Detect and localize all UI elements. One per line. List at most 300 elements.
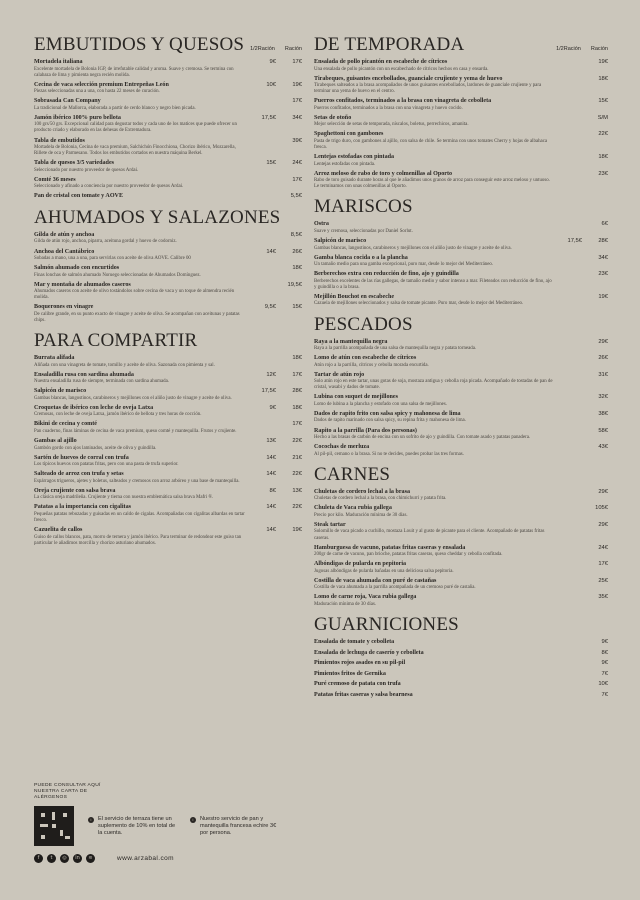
- menu-item: [314, 428, 608, 442]
- menu-item-description: Raya a la parrilla acompañada de una salsa de mantequilla negra y patata torneada.: [314, 346, 477, 351]
- menu-item: [34, 304, 302, 324]
- section-title: AHUMADOS Y SALAZONES: [34, 206, 281, 228]
- half-portion-price: 9€: [269, 59, 276, 65]
- menu-item-name: Bikini de cecina y comté: [34, 421, 97, 428]
- full-portion-price: 7€: [601, 670, 608, 677]
- menu-item-row: [34, 232, 302, 240]
- menu-item-description: Un tamaño medio para una gamba excepcional, puro mar, desde lo mejor del Mediterráneo.: [314, 262, 494, 268]
- menu-item-name: Costilla de vaca ahumada con puré de castañas: [314, 577, 437, 584]
- menu-item-row: [34, 405, 302, 413]
- menu-item: [314, 522, 608, 542]
- half-portion-price: 14€: [266, 527, 276, 534]
- menu-item-description: Gambas blancas, langostinos, carabineros y mejillones con el aliño justo de vinagre y aceite de oliva.: [314, 245, 512, 251]
- section-title: DE TEMPORADA: [314, 34, 465, 55]
- menu-item-name: Mar y montaña de ahumados caseros: [34, 281, 131, 288]
- menu-item-description: Puerros confitados, terminados a la brasa con una vinagreta y huevo cocido.: [314, 105, 463, 111]
- section-pescados: [314, 314, 608, 458]
- menu-item-name: Tabla de quesos 3/5 variedades: [34, 160, 115, 167]
- full-portion-price: 18€: [292, 265, 302, 272]
- menu-item-name: Lomo de carne roja, Vaca rubia gallega: [314, 594, 417, 601]
- terrace-note: [88, 816, 180, 837]
- menu-item-name: Mejillón Bouchot en escabeche: [314, 293, 395, 300]
- full-portion-price: 34€: [598, 254, 608, 261]
- menu-item-row: [314, 444, 608, 452]
- menu-item-name: Cazuelita de callos: [34, 527, 83, 534]
- menu-item: [34, 527, 302, 547]
- full-portion-price: 34€: [292, 114, 302, 121]
- menu-item-name: Puerros confitados, terminados a la brasa con vinagreta de cebolleta: [314, 98, 492, 105]
- menu-item: [34, 115, 302, 135]
- half-portion-price: 12€: [266, 371, 276, 378]
- menu-item-name: Jamón ibérico 100% puro bellota: [34, 114, 121, 121]
- menu-item-name: Ensalada de tomate y cebolleta: [314, 639, 395, 645]
- menu-item-description: Lentejas estofadas con pintada.: [314, 161, 376, 167]
- left-column: [34, 34, 302, 553]
- menu-item-row: [314, 271, 608, 279]
- menu-item-name: Ostra: [314, 221, 329, 228]
- menu-item-row: [314, 372, 608, 380]
- menu-item: [34, 471, 302, 485]
- bread-note: [190, 816, 282, 837]
- menu-item-row: [34, 160, 302, 168]
- menu-item-row: [314, 154, 608, 162]
- menu-item: [314, 372, 608, 392]
- menu-item: [314, 339, 608, 353]
- menu-item: [314, 59, 608, 73]
- menu-item-row: [314, 561, 608, 569]
- menu-item-name: Lentejas estofadas con pintada: [314, 154, 395, 161]
- menu-item-row: [34, 504, 302, 512]
- menu-item-name: Croquetas de ibérico con leche de oveja Latxa: [34, 404, 154, 411]
- menu-item-row: [314, 650, 608, 658]
- half-portion-price: 14€: [266, 454, 276, 461]
- menu-item-description: Mortadela de Bolonia, Cecina de vaca premium, Salchichón Finocchiona, Chorizo ibérico, Mozzarella, Rillete de oca y Parmesano. Todos los embutidos cortados en nuestra máquina Berkel.: [34, 145, 236, 157]
- section-header: [314, 614, 608, 636]
- menu-item-description: Costilla de vaca ahumada a la parrilla acompañada de un cremoso puré de castaña.: [314, 585, 476, 591]
- menu-item: [34, 59, 302, 79]
- full-portion-price: 29€: [598, 488, 608, 495]
- menu-item-row: [34, 177, 302, 185]
- menu-item-name: Sobrasada Can Company: [34, 98, 101, 105]
- menu-item-name: Spaghettoni con gambones: [314, 131, 384, 138]
- menu-item-row: [34, 193, 302, 201]
- menu-item-name: Raya a la mantequilla negra: [314, 338, 388, 345]
- menu-item: [314, 355, 608, 369]
- full-portion-price: 28€: [292, 388, 302, 395]
- menu-item-name: Gamba blanca cocida o a la plancha: [314, 254, 408, 261]
- full-portion-price: 29€: [598, 338, 608, 345]
- half-portion-price: 14€: [266, 471, 276, 478]
- menu-item-description: Solo atún rojo en este tartar, unas gotas de soja, mostaza antigua y cebolla roja picada. Acompañado de tostadas de pan de cristal, wasabi y dados de tomate.: [314, 379, 553, 391]
- full-portion-price: 19€: [598, 59, 608, 65]
- half-portion-price: 9€: [269, 404, 276, 411]
- social-links: [34, 854, 302, 863]
- section-title: CARNES: [314, 463, 391, 485]
- allergen-qr-code[interactable]: [34, 806, 74, 846]
- full-portion-price: 21€: [292, 454, 302, 461]
- menu-item-description: Maduración mínima de 30 días.: [314, 601, 377, 607]
- menu-item-name: Hamburguesa de vacuno, patatas fritas caseras y ensalada: [314, 544, 466, 551]
- half-portion-price: 10€: [266, 81, 276, 88]
- menu-item-name: Lubina con suquet de mejillones: [314, 394, 398, 401]
- section-embutidos-y-quesos: [34, 34, 302, 201]
- menu-item-name: Salmón ahumado con encurtidos: [34, 265, 120, 272]
- menu-item: [314, 131, 608, 151]
- menu-item-name: Gilda de atún y anchoa: [34, 231, 95, 238]
- menu-item-name: Tabla de embutidos: [34, 137, 85, 144]
- menu-item-row: [314, 115, 608, 123]
- full-portion-price: 22€: [598, 131, 608, 138]
- menu-item-description: Cazuela de mejillones seleccionados y salsa de tomate picante. Puro mar, desde lo mejor del Mediterráneo.: [314, 301, 524, 307]
- full-portion-price: 19€: [598, 293, 608, 300]
- section-header: [314, 464, 608, 486]
- menu-item-row: [314, 255, 608, 263]
- menu-item-name: Ensaladilla rusa con sardina ahumada: [34, 371, 134, 378]
- website-link[interactable]: www.arzabal.com: [117, 855, 174, 862]
- menu-item-description: 200gr de carne de vacuno, pan brioche, patatas fritas caseras, queso cheddar y cebolla confitada.: [314, 552, 503, 558]
- menu-item-name: Puré cremoso de patata con trufa: [314, 681, 401, 687]
- menu-item: [314, 561, 608, 575]
- full-portion-price: 25€: [598, 577, 608, 584]
- menu-item-name: Comté 36 meses: [34, 176, 76, 183]
- menu-item-row: [314, 355, 608, 363]
- half-portion-label: 1/2Ración: [556, 46, 581, 52]
- menu-item-description: Sobadas a mano, una a una, para servirlas con aceite de oliva AOVE. Calibre 00: [34, 256, 191, 262]
- menu-item: [34, 405, 302, 419]
- menu-item-description: Piezas seleccionadas una a una, con hasta 22 meses de curación.: [34, 89, 160, 95]
- menu-item: [34, 160, 302, 174]
- menu-item-name: Chuletas de cordero lechal a la brasa: [314, 488, 411, 495]
- section-ahumados-y-salazones: [34, 207, 302, 324]
- menu-item-row: [34, 388, 302, 396]
- menu-item: [314, 594, 608, 608]
- menu-item-row: [34, 421, 302, 429]
- menu-item-description: Una ensalada de pollo picantón con un escabechado de cítricos hechos en casa y ensarda.: [314, 66, 489, 72]
- menu-item-description: Espárragos trigueros, ajetes y boletus, salteados y cremosos con arroz arbóreo y una base de mantequilla.: [34, 478, 240, 484]
- full-portion-price: 29€: [598, 521, 608, 528]
- menu-item-name: Sartén de huevos de corral con trufa: [34, 454, 129, 461]
- menu-item-name: Patatas a la importancia con cigalitas: [34, 504, 131, 511]
- full-portion-price: 28€: [598, 238, 608, 245]
- menu-item-description: Pasta de trigo duro, con gambones al ajillo, con salsa de chile. Se termina con unos tomates Cherry y hojas de albahaca fresca.: [314, 138, 548, 151]
- menu-item-name: Albóndigas de pularda en pepitoria: [314, 561, 407, 568]
- menu-item-row: [314, 639, 608, 647]
- menu-item-description: Seleccionado por nuestro proveedor de quesos Ardai.: [34, 167, 139, 173]
- menu-item: [34, 232, 302, 246]
- full-portion-label: Ración: [590, 46, 608, 52]
- footer: [34, 783, 302, 863]
- full-portion-price: 17€: [292, 98, 302, 105]
- menu-item: [314, 98, 608, 112]
- menu-item-name: Oreja crujiente con salsa brava: [34, 487, 116, 494]
- menu-item-row: [314, 98, 608, 106]
- menu-item-description: Tirabeques salteados a la brasa acompañados de unos guisantes encebollados, lardones de guanciale crujiente y para terminar una yema de huevo en el centro.: [314, 83, 542, 95]
- section-carnes: [314, 464, 608, 608]
- menu-item: [314, 294, 608, 308]
- menu-item-description: 100 grs/50 grs. Excepcional calidad para degustar todos y cada uno de los matices que puede ofrecer un producto criado y elaborado en las dehesas de Extremadura.: [34, 122, 237, 134]
- menu-item: [314, 171, 608, 191]
- menu-item: [314, 238, 608, 252]
- menu-item-row: [34, 438, 302, 446]
- menu-item-row: [34, 527, 302, 535]
- menu-item-row: [314, 59, 608, 67]
- full-portion-price: 17€: [598, 561, 608, 568]
- menu-item: [314, 505, 608, 519]
- menu-item: [314, 394, 608, 408]
- menu-item-description: Ahumados caseros con aceite de olivo tostándolos sobre cecina de vaca y un toque de almendra recién molida.: [34, 289, 235, 301]
- menu-item-description: Gambas blancas, langostinos, carabineros y mejillones con el aliño justo de vinagre y aceite de oliva.: [34, 395, 232, 401]
- full-portion-price: 18€: [598, 154, 608, 161]
- full-portion-price: 19€: [292, 527, 302, 534]
- menu-item-description: De calibre grande, en su punto exacto de vinagre y aceite de oliva. Se acompañan con aceitunas y patatas chips.: [34, 311, 240, 323]
- right-column: [314, 34, 608, 705]
- menu-item-row: [314, 294, 608, 302]
- menu-item-name: Cocochas de merluza: [314, 444, 370, 451]
- menu-item: [34, 82, 302, 96]
- section-mariscos: [314, 196, 608, 307]
- full-portion-price: 9€: [601, 639, 608, 645]
- menu-item-name: Setas de otoño: [314, 114, 352, 121]
- menu-item: [34, 177, 302, 191]
- menu-item-row: [314, 671, 608, 679]
- menu-item-description: Seleccionado y afinado a conciencia por nuestro proveedor de quesos Ardai.: [34, 184, 184, 190]
- menu-item-row: [314, 660, 608, 668]
- menu-item-row: [34, 372, 302, 380]
- menu-item-row: [314, 692, 608, 700]
- section-header: [34, 330, 302, 352]
- menu-item-description: Rabo de toro guisado durante horas al que le añadimos unos granos de arroz para conseguir este arroz meloso y untuoso. Le terminamos con unas colmenillas al Oporto.: [314, 178, 550, 190]
- menu-item-row: [34, 471, 302, 479]
- menu-item: [34, 372, 302, 386]
- menu-item: [314, 154, 608, 168]
- menu-item: [314, 76, 608, 96]
- full-portion-price: 8,5€: [290, 231, 302, 238]
- menu-item: [34, 98, 302, 112]
- menu-item: [34, 488, 302, 502]
- full-portion-price: S/M: [597, 114, 608, 121]
- section-de-temporada: [314, 34, 608, 190]
- menu-item: [34, 265, 302, 279]
- menu-item-row: [314, 681, 608, 689]
- section-title: PARA COMPARTIR: [34, 330, 198, 352]
- menu-item-description: Los típicos huevos con patatas fritas, pero con una pasta de trufa superior.: [34, 462, 179, 468]
- menu-item-row: [314, 522, 608, 530]
- menu-item: [34, 249, 302, 263]
- info-icon: i: [190, 817, 196, 823]
- section-header: [34, 34, 302, 56]
- half-portion-label: 1/2Ración: [250, 46, 275, 52]
- menu-item-name: Dados de rapito frito con salsa spicy y mahonesa de lima: [314, 410, 461, 417]
- section-title: EMBUTIDOS Y QUESOS: [34, 34, 245, 55]
- menu-item-description: La clásica oreja madrileña. Crujiente y tierna con nuestra emblemática salsa brava Mafri ®.: [34, 495, 214, 501]
- menu-item: [314, 221, 608, 235]
- linkedin-icon[interactable]: in: [73, 854, 82, 863]
- menu-item-description: Gilda de atún rojo, anchoa, piparra, aceituna gordal y huevo de codorniz.: [34, 239, 177, 245]
- menu-item-description: Finas lonchas de salmón ahumado Noruego seleccionadas de Ahumados Domínguez.: [34, 272, 201, 278]
- menu-item-row: [314, 339, 608, 347]
- full-portion-price: 26€: [292, 248, 302, 255]
- menu-item: [314, 681, 608, 689]
- full-portion-price: 15€: [598, 98, 608, 105]
- menu-item-description: Nuestra ensaladilla rusa de siempre, terminada con sardina ahumada.: [34, 379, 169, 385]
- section-header: [314, 196, 608, 218]
- full-portion-price: 32€: [598, 394, 608, 401]
- menu-item-row: [34, 138, 302, 146]
- menu-item: [34, 138, 302, 158]
- menu-item-description: Berberechos excelentes de las rías gallegas, de tamaño medio y sabor intenso a mar. Fileteados con reducción de fino, ajo y guindilla o a la brasa.: [314, 278, 552, 290]
- menu-item-name: Gambas al ajillo: [34, 438, 77, 445]
- full-portion-price: 18€: [292, 404, 302, 411]
- full-portion-price: 9€: [601, 660, 608, 666]
- section-title: GUARNICIONES: [314, 614, 459, 635]
- menu-item-description: La tradicional de Mallorca, elaborada a partir de cerdo blanco y negro bien picada.: [34, 105, 196, 111]
- menu-item-description: Jugosas albóndigas de pularda bañadas en una deliciosa salsa pepitoria.: [314, 568, 454, 574]
- full-portion-price: 18€: [598, 75, 608, 82]
- menu-item-description: Gambón gordo con ajos laminados, aceite de oliva y guindilla.: [34, 445, 157, 451]
- menu-item-description: Hecho a las brasas de carbón de encina con un sofrito de ajo y guindilla. Con tomate asado y patatas panadera.: [314, 435, 531, 441]
- info-icon: i: [88, 817, 94, 823]
- menu-item: [314, 444, 608, 458]
- menu-item-row: [314, 411, 608, 419]
- menu-item-name: Salteado de arroz con trufa y setas: [34, 471, 124, 478]
- menu-item-name: Burrata alifada: [34, 355, 75, 362]
- menu-item-name: Mortadela italiana: [34, 59, 83, 65]
- menu-item: [314, 650, 608, 658]
- full-portion-price: 18€: [292, 355, 302, 362]
- menu-item-name: Salpicón de marisco: [34, 388, 87, 395]
- menu-item-description: Pequeñas patatas rebozadas y guisadas en un caldo de cigalas. Acompañadas con cigalitas albardas en tartar fresco.: [34, 511, 245, 524]
- full-portion-price: 31€: [598, 371, 608, 378]
- full-portion-price: 24€: [598, 544, 608, 551]
- section-para-compartir: [34, 330, 302, 547]
- allergen-qr-label: PUEDE CONSULTAR AQUÍ NUESTRA CARTA DE ALÉRGENOS: [34, 783, 101, 800]
- menu-item: [314, 271, 608, 291]
- menu-item: [314, 411, 608, 425]
- menu-item-description: Precio por kilo. Maduración mínima de 30 días.: [314, 512, 408, 518]
- menu-item-description: Suave y cremosa, seleccionadas por Daniel Sorlut.: [314, 228, 413, 234]
- menu-item-name: Steak tartar: [314, 521, 346, 528]
- menu-item-description: Al pil-pil, cemano o la brasa. Si no te decides, puedes probar las tres formas.: [314, 451, 464, 457]
- half-portion-price: 17,5€: [261, 388, 276, 395]
- menu-item: [314, 692, 608, 700]
- menu-item-row: [34, 98, 302, 106]
- menu-item: [314, 115, 608, 129]
- menu-item-description: Solomillo de vaca picado a cuchillo, mostaza Louit y al gusto de picante para el cliente. Acompañado de patatas fritas caseras.: [314, 529, 545, 541]
- full-portion-price: 22€: [292, 504, 302, 511]
- menu-item: [34, 504, 302, 524]
- menu-item: [314, 545, 608, 559]
- menu-item-description: Mejor selección de setas de temporada, níscalos, boletus, perrechicos, amanita.: [314, 122, 469, 128]
- menu-item-row: [314, 489, 608, 497]
- menu-item: [314, 660, 608, 668]
- section-title: MARISCOS: [314, 196, 413, 218]
- facebook-icon[interactable]: f: [34, 854, 43, 863]
- half-portion-price: 13€: [266, 438, 276, 445]
- menu-item-name: Ensalada de lechuga de caserío y cebolleta: [314, 649, 424, 656]
- menu-item-name: Pan de cristal con tomate y AOVE: [34, 193, 124, 200]
- menu-item-row: [314, 76, 608, 84]
- menu-item: [314, 671, 608, 679]
- menu-item-description: Atún rojo a la parrilla, cítricos y cebolla morada encurtida.: [314, 362, 429, 368]
- menu-item-row: [314, 238, 608, 246]
- menu-item-row: [314, 545, 608, 553]
- menu-item-row: [314, 594, 608, 602]
- menu-item-row: [314, 578, 608, 586]
- full-portion-price: 22€: [292, 471, 302, 478]
- menu-item-name: Pimientos fritos de Gernika: [314, 670, 386, 677]
- half-portion-price: 17,5€: [567, 238, 582, 245]
- full-portion-price: 23€: [598, 271, 608, 278]
- menu-item-description: Dados de rapito marinado con salsa spicy, su repina frita y mahonesa de lima.: [314, 418, 466, 424]
- menu-item-name: Lomo de atún con escabeche de cítricos: [314, 355, 417, 362]
- section-header: [314, 314, 608, 336]
- menu-item-row: [34, 355, 302, 363]
- menu-item-row: [34, 249, 302, 257]
- menu-item-row: [314, 221, 608, 229]
- menu-item-description: Guiso de callos blancos, pata, morro de ternera y jamón ibérico. Para terminar de redondear este guiso tan particular le añadimos morcilla y chorizo asturiano ahumados.: [34, 534, 242, 546]
- full-portion-price: 8€: [601, 649, 608, 656]
- half-portion-price: 14€: [266, 248, 276, 255]
- menu-item-name: Patatas fritas caseras y salsa bearnesa: [314, 691, 413, 698]
- menu-item: [314, 255, 608, 269]
- full-portion-price: 5,5€: [290, 193, 302, 200]
- menu-item-name: Berberechos extra con reducción de fino, ajo y guindilla: [314, 271, 459, 278]
- full-portion-price: 19,5€: [287, 281, 302, 288]
- half-portion-price: 14€: [266, 504, 276, 511]
- menu-item-row: [314, 131, 608, 139]
- menu-item-row: [314, 171, 608, 179]
- half-portion-price: 17,5€: [261, 114, 276, 121]
- menu-item-name: Anchoa del Cantábrico: [34, 248, 95, 255]
- menu-item: [34, 438, 302, 452]
- full-portion-price: 17€: [292, 176, 302, 183]
- terrace-note-text: El servicio de terraza tiene un suplemento de 10% en total de la cuenta.: [98, 816, 176, 836]
- menu-item-name: Salpicón de marisco: [314, 238, 367, 245]
- menu-item-name: Arroz meloso de rabo de toro y colmenillas al Oporto: [314, 170, 453, 177]
- spotify-icon[interactable]: ≋: [86, 854, 95, 863]
- full-portion-price: 23€: [598, 170, 608, 177]
- menu-item: [314, 578, 608, 592]
- instagram-icon[interactable]: ◎: [60, 854, 69, 863]
- menu-item: [34, 455, 302, 469]
- section-title: PESCADOS: [314, 313, 413, 335]
- menu-item-name: Tartar de atún rojo: [314, 371, 365, 378]
- menu-item: [34, 282, 302, 302]
- full-portion-price: 58€: [598, 427, 608, 434]
- full-portion-price: 22€: [292, 438, 302, 445]
- menu-item-description: Aliñada con una vinagreta de tomate, tomillo y aceite de oliva. Sazonada con pimienta y sal.: [34, 362, 215, 368]
- full-portion-price: 43€: [598, 444, 608, 451]
- menu-item-description: Cremosas, con leche de oveja Latxa, jamón ibérico de bellota y tres horas de cocción.: [34, 412, 202, 418]
- price-column-headers: [250, 46, 302, 56]
- full-portion-price: 7€: [601, 691, 608, 698]
- menu-item-row: [34, 455, 302, 463]
- section-header: [34, 207, 302, 229]
- menu-item-name: Boquerones en vinagre: [34, 304, 94, 311]
- full-portion-price: 15€: [292, 304, 302, 311]
- twitter-icon[interactable]: t: [47, 854, 56, 863]
- menu-item-name: Pimientos rojos asados en su pil-pil: [314, 660, 406, 666]
- full-portion-price: 24€: [292, 160, 302, 167]
- half-portion-price: 9,5€: [264, 304, 276, 311]
- menu-item-name: Ensalada de pollo picantón en escabeche de cítricos: [314, 59, 448, 65]
- menu-item-row: [314, 505, 608, 513]
- bread-note-text: Nuestro servicio de pan y mantequilla francesa echire 3€ por persona.: [200, 816, 277, 836]
- menu-item-row: [34, 82, 302, 90]
- menu-item-name: Rapito a la parrilla (Para dos personas): [314, 427, 417, 434]
- menu-item-row: [34, 59, 302, 67]
- section-header: [314, 34, 608, 56]
